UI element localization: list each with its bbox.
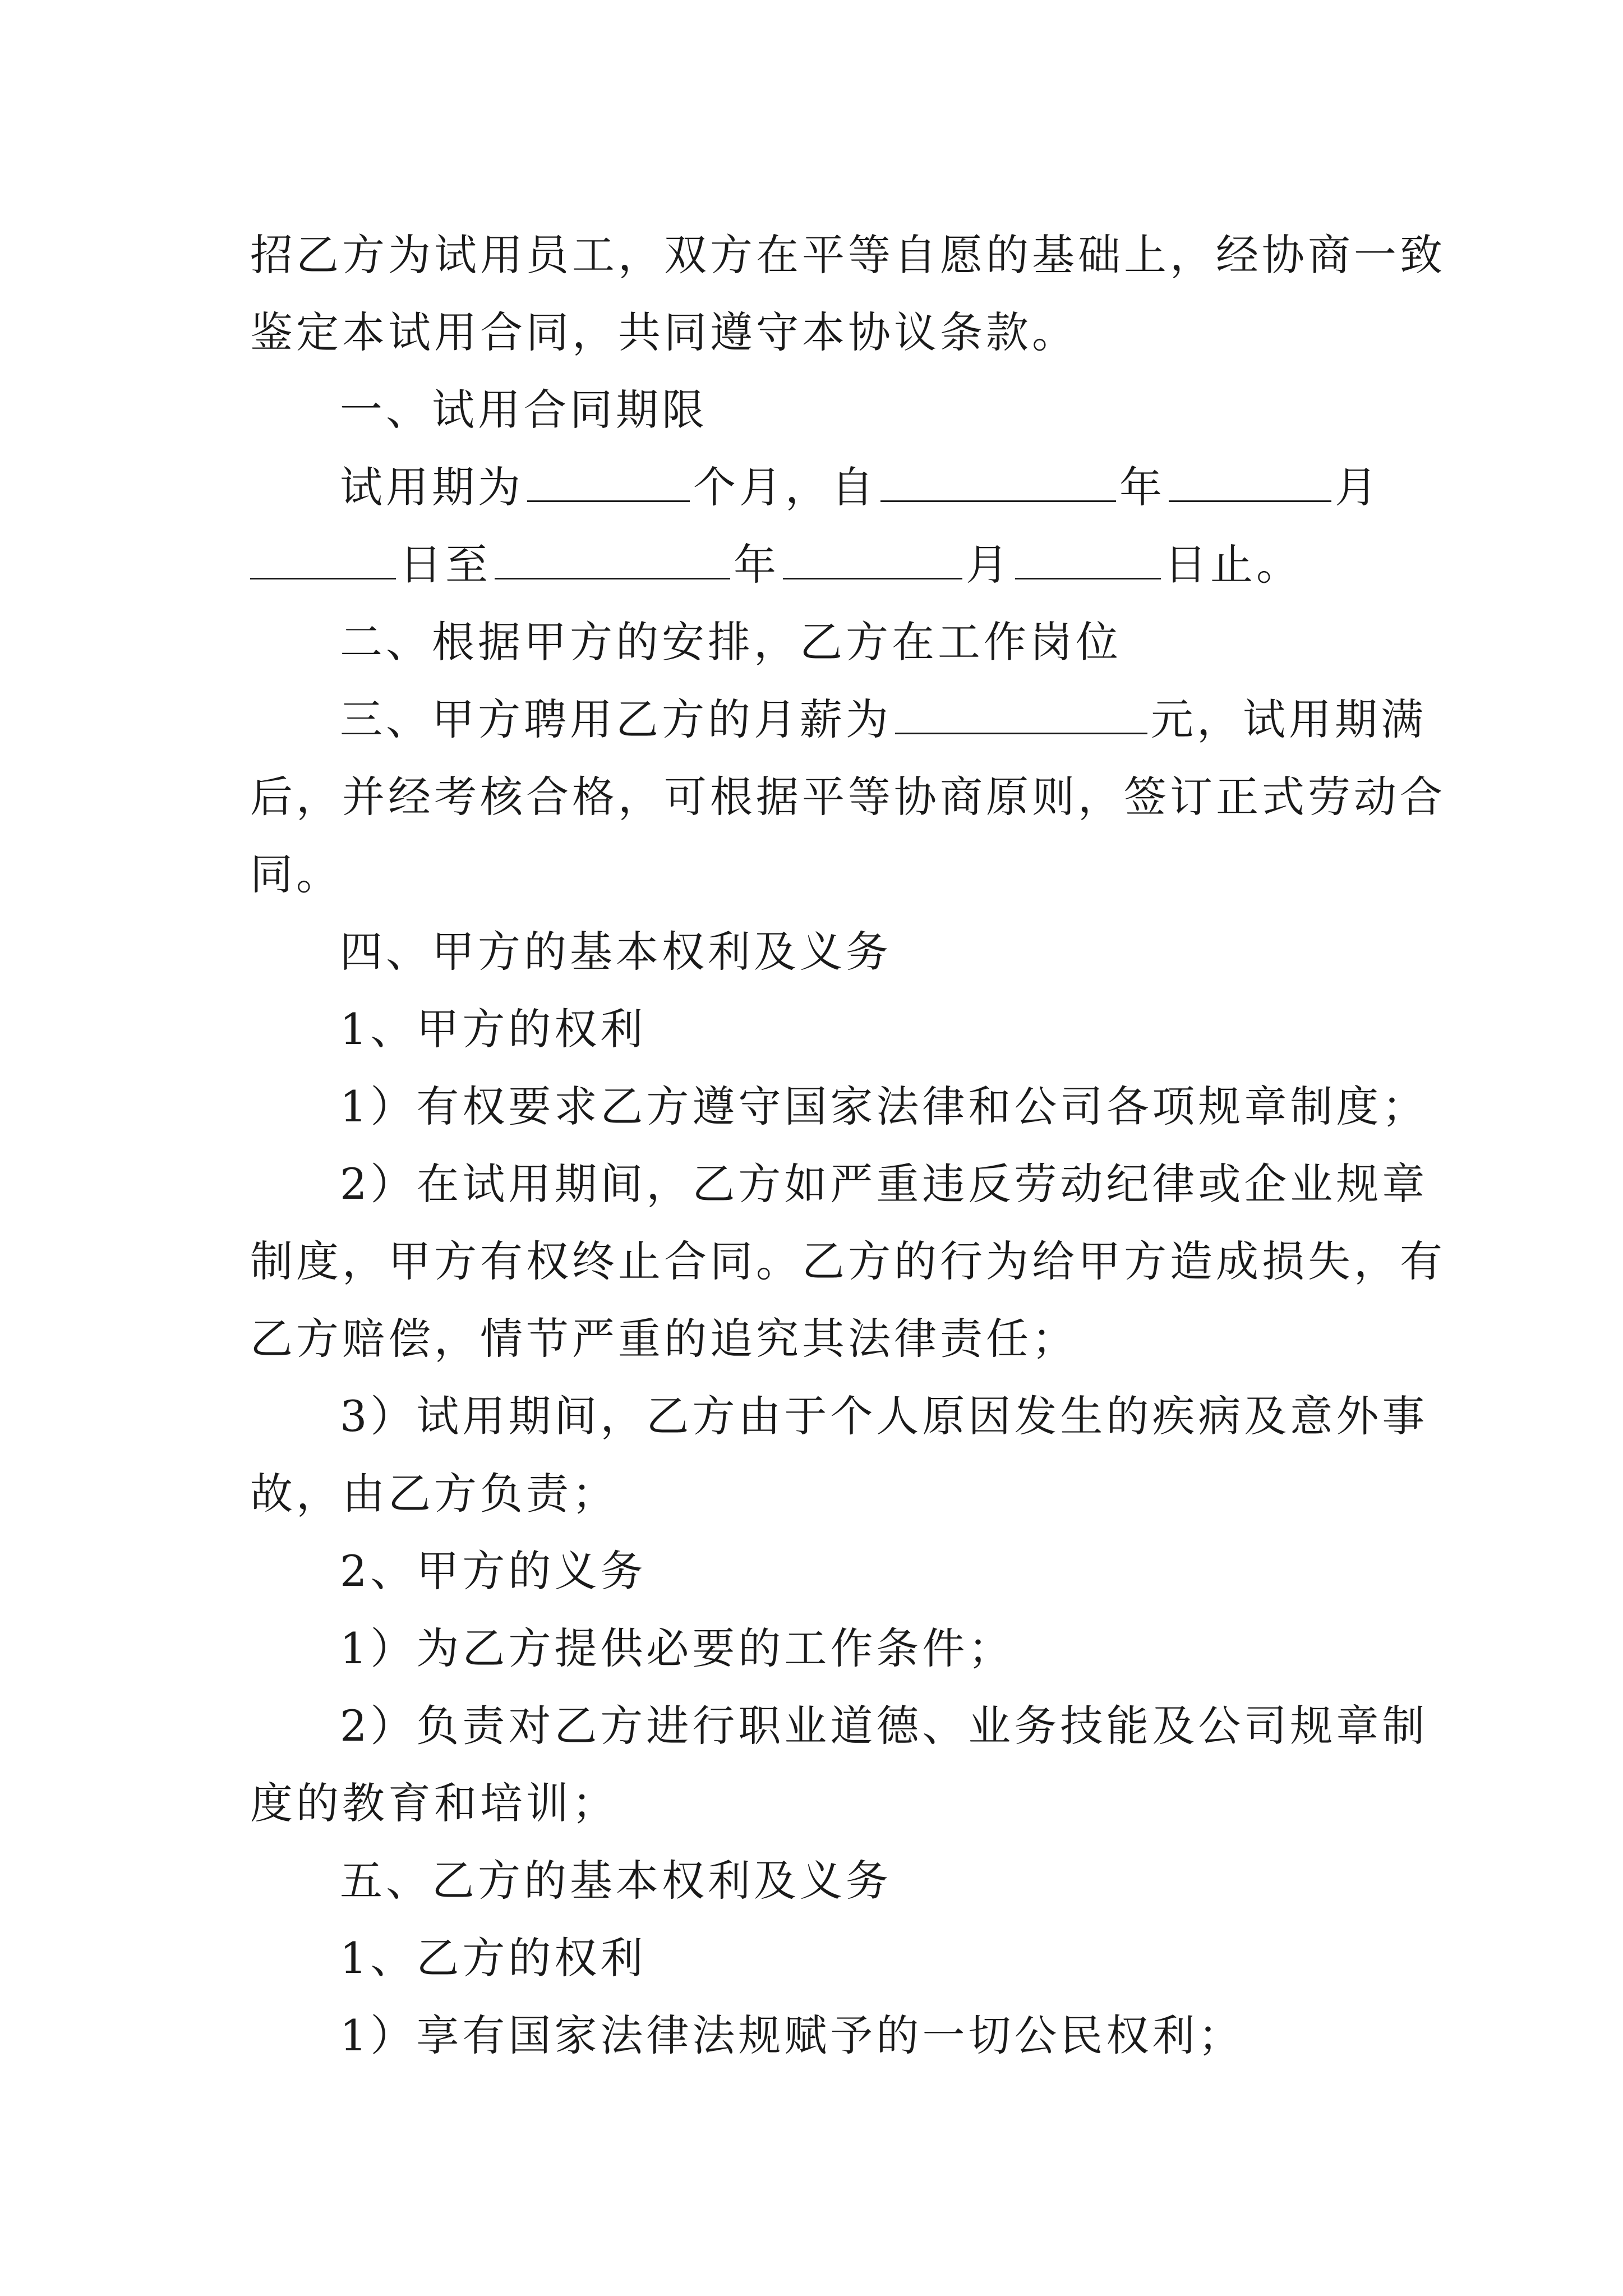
- text-segment: 日至: [399, 540, 491, 590]
- blank-end-month: [783, 539, 962, 579]
- subsection-heading: 1、甲方的权利: [340, 1004, 647, 1054]
- document-page: [250, 217, 1446, 2074]
- text-segment: 日止。: [1164, 540, 1302, 590]
- text-segment: 试用期为: [340, 462, 524, 512]
- blank-salary: [895, 693, 1147, 734]
- subsection-heading: 1、乙方的权利: [340, 1933, 647, 1983]
- blank-end-day: [1015, 539, 1161, 579]
- text-segment: 个月，自: [693, 462, 877, 512]
- list-item: 1）享有国家法律法规赋予的一切公民权利；: [340, 2010, 1244, 2060]
- paragraph-line: 招乙方为试用员工，双方在平等自愿的基础上，经协商一致: [250, 230, 1446, 280]
- paragraph-line: 鉴定本试用合同，共同遵守本协议条款。: [250, 307, 1078, 357]
- paragraph-line: 故，由乙方负责；: [250, 1469, 618, 1519]
- list-item: 3）试用期间，乙方由于个人原因发生的疾病及意外事: [340, 1391, 1428, 1441]
- list-item: 2）负责对乙方进行职业道德、业务技能及公司规章制: [340, 1701, 1428, 1751]
- subsection-heading: 2、甲方的义务: [340, 1546, 647, 1596]
- paragraph-line: 制度，甲方有权终止合同。乙方的行为给甲方造成损失，有: [250, 1236, 1446, 1286]
- salary-line: [250, 681, 1427, 758]
- text-segment: 三、甲方聘用乙方的月薪为: [340, 694, 892, 744]
- list-item: 1）为乙方提供必要的工作条件；: [340, 1623, 1015, 1673]
- section-heading: 一、试用合同期限: [340, 385, 708, 435]
- section-heading: 五、乙方的基本权利及义务: [340, 1856, 892, 1906]
- text-segment: 元，试用期满: [1151, 694, 1427, 744]
- paragraph-line: 乙方赔偿，情节严重的追究其法律责任；: [250, 1314, 1078, 1364]
- list-item: 1）有权要求乙方遵守国家法律和公司各项规章制度；: [340, 1082, 1428, 1131]
- text-segment: 月: [1335, 462, 1381, 512]
- paragraph-line: 同。: [250, 849, 342, 899]
- probation-period-line: [250, 449, 1389, 526]
- paragraph-line: 度的教育和培训；: [250, 1778, 618, 1828]
- paragraph-line: 后，并经考核合格，可根据平等协商原则，签订正式劳动合: [250, 772, 1446, 822]
- text-segment: 年: [734, 540, 780, 590]
- list-item: 2）在试用期间，乙方如严重违反劳动纪律或企业规章: [340, 1159, 1428, 1209]
- probation-period-end-line: [250, 526, 1389, 604]
- section-heading: 四、甲方的基本权利及义务: [340, 927, 892, 977]
- blank-start-month: [1169, 461, 1331, 502]
- text-segment: 年: [1119, 462, 1165, 512]
- section-heading: 二、根据甲方的安排，乙方在工作岗位: [340, 617, 1122, 667]
- blank-end-year: [495, 539, 730, 579]
- blank-start-day: [250, 539, 396, 579]
- blank-months: [527, 461, 690, 502]
- text-segment: 月: [966, 540, 1012, 590]
- blank-start-year: [880, 461, 1116, 502]
